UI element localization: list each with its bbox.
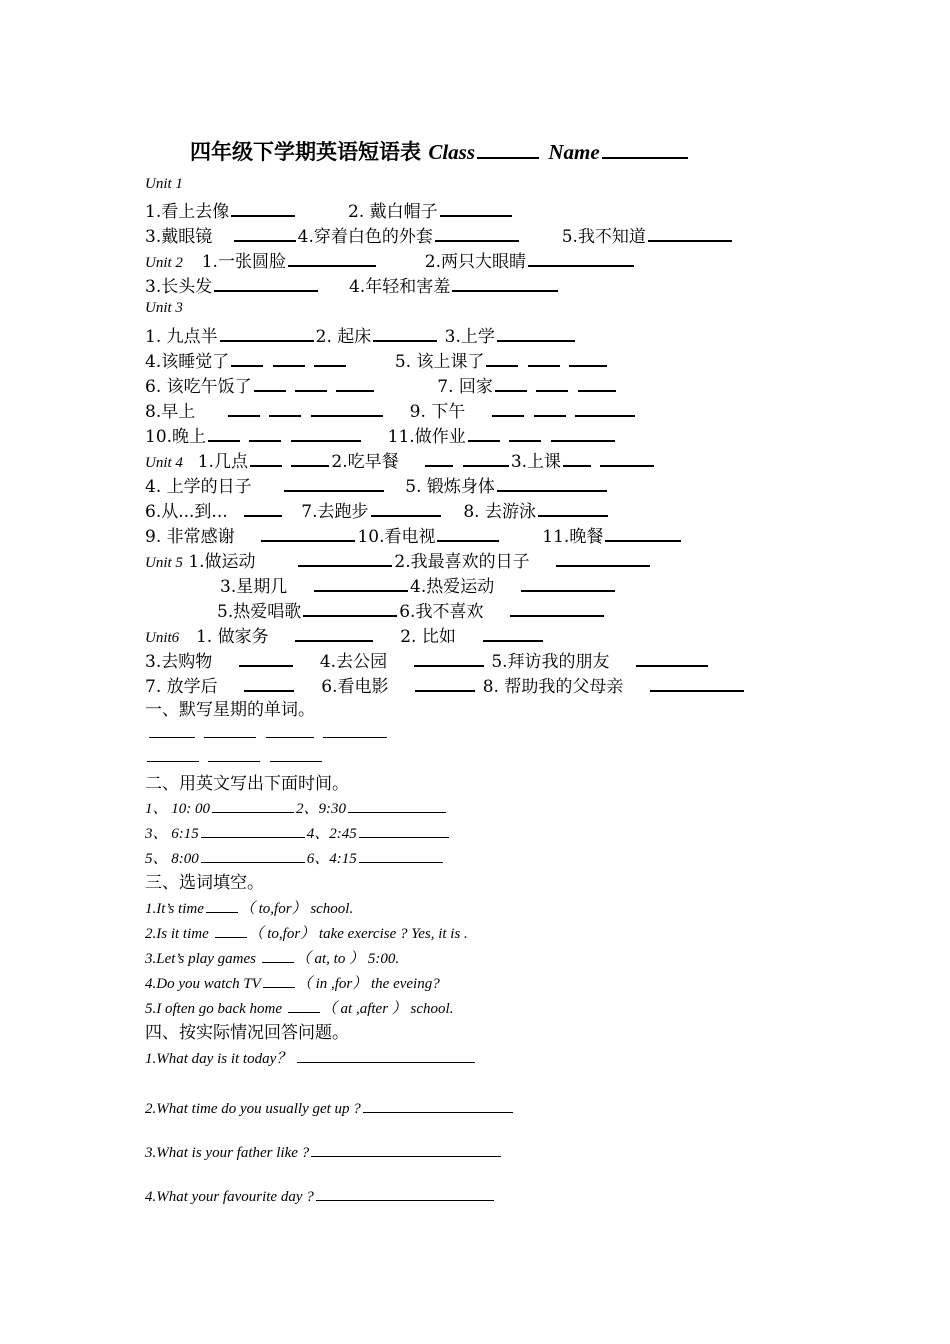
blank[interactable] <box>415 672 475 692</box>
answer-q4-text: 4.What your favourite day ? <box>145 1189 314 1205</box>
class-blank[interactable] <box>477 139 539 159</box>
blank[interactable] <box>311 1140 501 1157</box>
unit2-phrase3: 3.长头发 <box>145 277 213 297</box>
fill-q4-options: （ in ,for） the eveing? <box>296 976 440 992</box>
unit5-phrase2: 2.我最喜欢的日子 <box>394 552 530 572</box>
time-3: 3、 6:15 <box>145 826 199 842</box>
blank[interactable] <box>212 796 294 813</box>
blank[interactable] <box>250 447 282 467</box>
unit1-phrase4: 4.穿着白色的外套 <box>297 227 433 247</box>
fill-q3 <box>145 946 399 970</box>
blank[interactable] <box>273 347 305 367</box>
unit4-row4 <box>145 522 683 546</box>
blank[interactable] <box>556 547 650 567</box>
unit1-row1 <box>145 197 514 221</box>
blank[interactable] <box>149 721 195 738</box>
unit2-phrase1: 1.一张圆脸 <box>201 252 286 272</box>
time-5: 5、 8:00 <box>145 851 199 867</box>
unit5-phrase3: 3.星期几 <box>220 577 288 597</box>
unit2-label: Unit 2 <box>145 255 183 271</box>
blank[interactable] <box>228 397 260 417</box>
blank[interactable] <box>201 846 305 863</box>
blank[interactable] <box>648 222 732 242</box>
blank[interactable] <box>288 247 376 267</box>
unit5-phrase1: 1.做运动 <box>188 552 256 572</box>
fill-q5-text: 5.I often go back home <box>145 1001 283 1017</box>
blank[interactable] <box>509 422 541 442</box>
blank[interactable] <box>435 222 519 242</box>
unit5-label: Unit 5 <box>145 555 183 571</box>
page-title <box>190 136 690 166</box>
unit6-phrase2: 2. 比如 <box>400 627 456 647</box>
unit5-row2 <box>220 572 617 596</box>
unit3-row3 <box>145 372 618 396</box>
blank[interactable] <box>295 622 373 642</box>
blank[interactable] <box>437 522 499 542</box>
fill-q1-options: （ to,for） school. <box>239 901 354 917</box>
unit4-phrase10: 10.看电视 <box>357 527 436 547</box>
blank[interactable] <box>575 397 635 417</box>
blank[interactable] <box>208 422 240 442</box>
unit4-phrase2: 2.吃早餐 <box>331 452 399 472</box>
blank[interactable] <box>605 522 681 542</box>
answer-q1 <box>145 1046 477 1070</box>
blank[interactable] <box>348 796 446 813</box>
blank[interactable] <box>569 347 607 367</box>
answer-q4 <box>145 1184 496 1208</box>
unit4-phrase6: 6.从...到... <box>145 502 228 522</box>
section2-heading: 二、用英文写出下面时间。 <box>145 774 349 794</box>
blank[interactable] <box>297 1046 475 1063</box>
blank[interactable] <box>492 397 524 417</box>
blank[interactable] <box>311 397 383 417</box>
blank[interactable] <box>600 447 654 467</box>
fill-q2 <box>145 921 468 945</box>
unit6-phrase4: 4.去公园 <box>319 652 388 672</box>
blank[interactable] <box>373 322 437 342</box>
fill-q4 <box>145 971 440 995</box>
unit3-phrase11: 11.做作业 <box>387 427 466 447</box>
time-1: 1、 10: 00 <box>145 801 210 817</box>
blank[interactable] <box>534 397 566 417</box>
unit3-phrase2: 2. 起床 <box>315 327 372 347</box>
weekday-blanks-row2 <box>145 745 324 769</box>
unit4-row1 <box>145 447 656 471</box>
unit3-phrase10: 10.晚上 <box>145 427 207 447</box>
class-label: Class <box>428 140 475 164</box>
unit1-row2 <box>145 222 734 246</box>
blank[interactable] <box>231 347 263 367</box>
blank[interactable] <box>538 497 608 517</box>
blank[interactable] <box>303 597 397 617</box>
unit6-phrase5: 5.拜访我的朋友 <box>491 652 610 672</box>
blank[interactable] <box>636 647 708 667</box>
time-row1 <box>145 796 448 820</box>
unit4-phrase3: 3.上课 <box>510 452 562 472</box>
unit3-phrase5: 5. 该上课了 <box>394 352 485 372</box>
unit3-label: Unit 3 <box>145 300 183 316</box>
unit4-phrase11: 11.晚餐 <box>542 527 604 547</box>
blank[interactable] <box>214 272 318 292</box>
unit5-phrase4: 4.热爱运动 <box>410 577 495 597</box>
fill-q5-options: （ at ,after ） school. <box>321 1001 454 1017</box>
unit6-phrase6: 7. 放学后 <box>145 677 218 697</box>
fill-q1-text: 1.It’s time <box>145 901 204 917</box>
unit3-phrase3: 3.上学 <box>444 327 495 347</box>
blank[interactable] <box>234 222 296 242</box>
blank[interactable] <box>414 647 484 667</box>
blank[interactable] <box>263 971 295 988</box>
unit4-row3 <box>145 497 610 521</box>
unit4-phrase4: 4. 上学的日子 <box>145 477 252 497</box>
unit5-row1 <box>145 547 652 571</box>
unit3-phrase1: 1. 九点半 <box>145 327 218 347</box>
blank[interactable] <box>206 896 238 913</box>
fill-q5 <box>145 996 453 1020</box>
blank[interactable] <box>201 821 305 838</box>
unit6-phrase3: 3.去购物 <box>145 652 213 672</box>
blank[interactable] <box>295 372 327 392</box>
blank[interactable] <box>336 372 374 392</box>
unit3-row1 <box>145 322 577 346</box>
unit2-row2 <box>145 272 560 296</box>
blank[interactable] <box>578 372 616 392</box>
unit1-label: Unit 1 <box>145 176 183 192</box>
fill-q4-text: 4.Do you watch TV <box>145 976 261 992</box>
unit4-phrase5: 5. 锻炼身体 <box>405 477 495 497</box>
unit4-phrase8: 8. 去游泳 <box>463 502 536 522</box>
blank[interactable] <box>563 447 591 467</box>
blank[interactable] <box>468 422 500 442</box>
blank[interactable] <box>650 672 744 692</box>
blank[interactable] <box>528 247 634 267</box>
blank[interactable] <box>551 422 615 442</box>
unit4-row2 <box>145 472 609 496</box>
answer-q2-text: 2.What time do you usually get up ? <box>145 1101 361 1117</box>
blank[interactable] <box>314 572 408 592</box>
unit3-phrase6: 6. 该吃午饭了 <box>145 377 252 397</box>
unit2-phrase4: 4.年轻和害羞 <box>349 277 451 297</box>
blank[interactable] <box>208 745 260 762</box>
section3-heading: 三、选词填空。 <box>145 873 264 893</box>
unit3-row2 <box>145 347 609 371</box>
blank[interactable] <box>463 447 509 467</box>
fill-q3-options: （ at, to ） 5:00. <box>295 951 400 967</box>
unit2-phrase2: 2.两只大眼睛 <box>424 252 527 272</box>
section1-heading: 一、默写星期的单词。 <box>145 700 315 720</box>
blank[interactable] <box>249 422 281 442</box>
blank[interactable] <box>298 547 392 567</box>
blank[interactable] <box>371 497 441 517</box>
unit3-row5 <box>145 422 617 446</box>
unit4-label: Unit 4 <box>145 455 183 471</box>
blank[interactable] <box>528 347 560 367</box>
blank[interactable] <box>323 721 387 738</box>
blank[interactable] <box>314 347 346 367</box>
blank[interactable] <box>497 472 607 492</box>
blank[interactable] <box>483 622 543 642</box>
unit6-row2 <box>145 647 710 671</box>
unit1-phrase1: 1.看上去像 <box>145 202 230 222</box>
unit4-phrase1: 1.几点 <box>197 452 248 472</box>
section4-heading: 四、按实际情况回答问题。 <box>145 1023 349 1043</box>
blank[interactable] <box>262 946 294 963</box>
time-2: 2、9:30 <box>296 801 346 817</box>
name-label: Name <box>548 140 600 164</box>
blank[interactable] <box>269 397 301 417</box>
time-4: 4、2:45 <box>306 826 357 842</box>
title-cn: 四年级下学期英语短语表 <box>190 139 421 164</box>
blank[interactable] <box>261 522 355 542</box>
time-row3 <box>145 846 445 870</box>
unit3-phrase8: 8.早上 <box>145 402 196 422</box>
unit3-phrase7: 7. 回家 <box>437 377 493 397</box>
unit1-phrase2: 2. 戴白帽子 <box>348 202 438 222</box>
blank[interactable] <box>215 921 247 938</box>
blank[interactable] <box>254 372 286 392</box>
blank[interactable] <box>147 745 199 762</box>
unit3-row4 <box>145 397 637 421</box>
blank[interactable] <box>486 347 518 367</box>
blank[interactable] <box>495 372 527 392</box>
fill-q2-options: （ to,for） take exercise ? Yes, it is . <box>248 926 468 942</box>
answer-q3-text: 3.What is your father like ? <box>145 1145 310 1161</box>
name-blank[interactable] <box>602 139 688 159</box>
answer-q1-text: 1.What day is it today？ <box>145 1051 292 1067</box>
blank[interactable] <box>284 472 384 492</box>
blank[interactable] <box>266 721 314 738</box>
time-row2 <box>145 821 451 845</box>
unit2-row1 <box>145 247 636 271</box>
unit3-phrase4: 4.该睡觉了 <box>145 352 230 372</box>
unit6-phrase1: 1. 做家务 <box>195 627 269 647</box>
unit5-phrase5: 5.热爱唱歌 <box>217 602 302 622</box>
unit4-phrase9: 9. 非常感谢 <box>145 527 235 547</box>
blank[interactable] <box>452 272 558 292</box>
blank[interactable] <box>288 996 320 1013</box>
unit6-phrase7: 6.看电影 <box>321 677 389 697</box>
unit6-row1 <box>145 622 545 646</box>
unit4-phrase7: 7.去跑步 <box>301 502 369 522</box>
fill-q3-text: 3.Let’s play games <box>145 951 256 967</box>
weekday-blanks-row1 <box>147 721 389 745</box>
unit3-phrase9: 9. 下午 <box>409 402 466 422</box>
unit5-phrase6: 6.我不喜欢 <box>399 602 484 622</box>
unit6-phrase8: 8. 帮助我的父母亲 <box>482 677 624 697</box>
answer-q3 <box>145 1140 503 1164</box>
blank[interactable] <box>521 572 615 592</box>
blank[interactable] <box>363 1096 513 1113</box>
blank[interactable] <box>239 647 293 667</box>
fill-q2-text: 2.Is it time <box>145 926 209 942</box>
blank[interactable] <box>425 447 453 467</box>
unit1-phrase5: 5.我不知道 <box>561 227 646 247</box>
unit6-row3 <box>145 672 746 696</box>
blank[interactable] <box>291 447 329 467</box>
unit1-phrase3: 3.戴眼镜 <box>145 227 213 247</box>
blank[interactable] <box>359 846 443 863</box>
unit6-label: Unit6 <box>145 630 180 646</box>
blank[interactable] <box>244 497 282 517</box>
blank[interactable] <box>291 422 361 442</box>
blank[interactable] <box>204 721 256 738</box>
blank[interactable] <box>270 745 322 762</box>
unit5-row3 <box>217 597 606 621</box>
blank[interactable] <box>231 197 295 217</box>
blank[interactable] <box>220 322 314 342</box>
blank[interactable] <box>536 372 568 392</box>
blank[interactable] <box>497 322 575 342</box>
time-6: 6、4:15 <box>306 851 357 867</box>
fill-q1 <box>145 896 353 920</box>
blank[interactable] <box>440 197 512 217</box>
blank[interactable] <box>244 672 294 692</box>
blank[interactable] <box>359 821 449 838</box>
answer-q2 <box>145 1096 515 1120</box>
blank[interactable] <box>510 597 604 617</box>
blank[interactable] <box>316 1184 494 1201</box>
